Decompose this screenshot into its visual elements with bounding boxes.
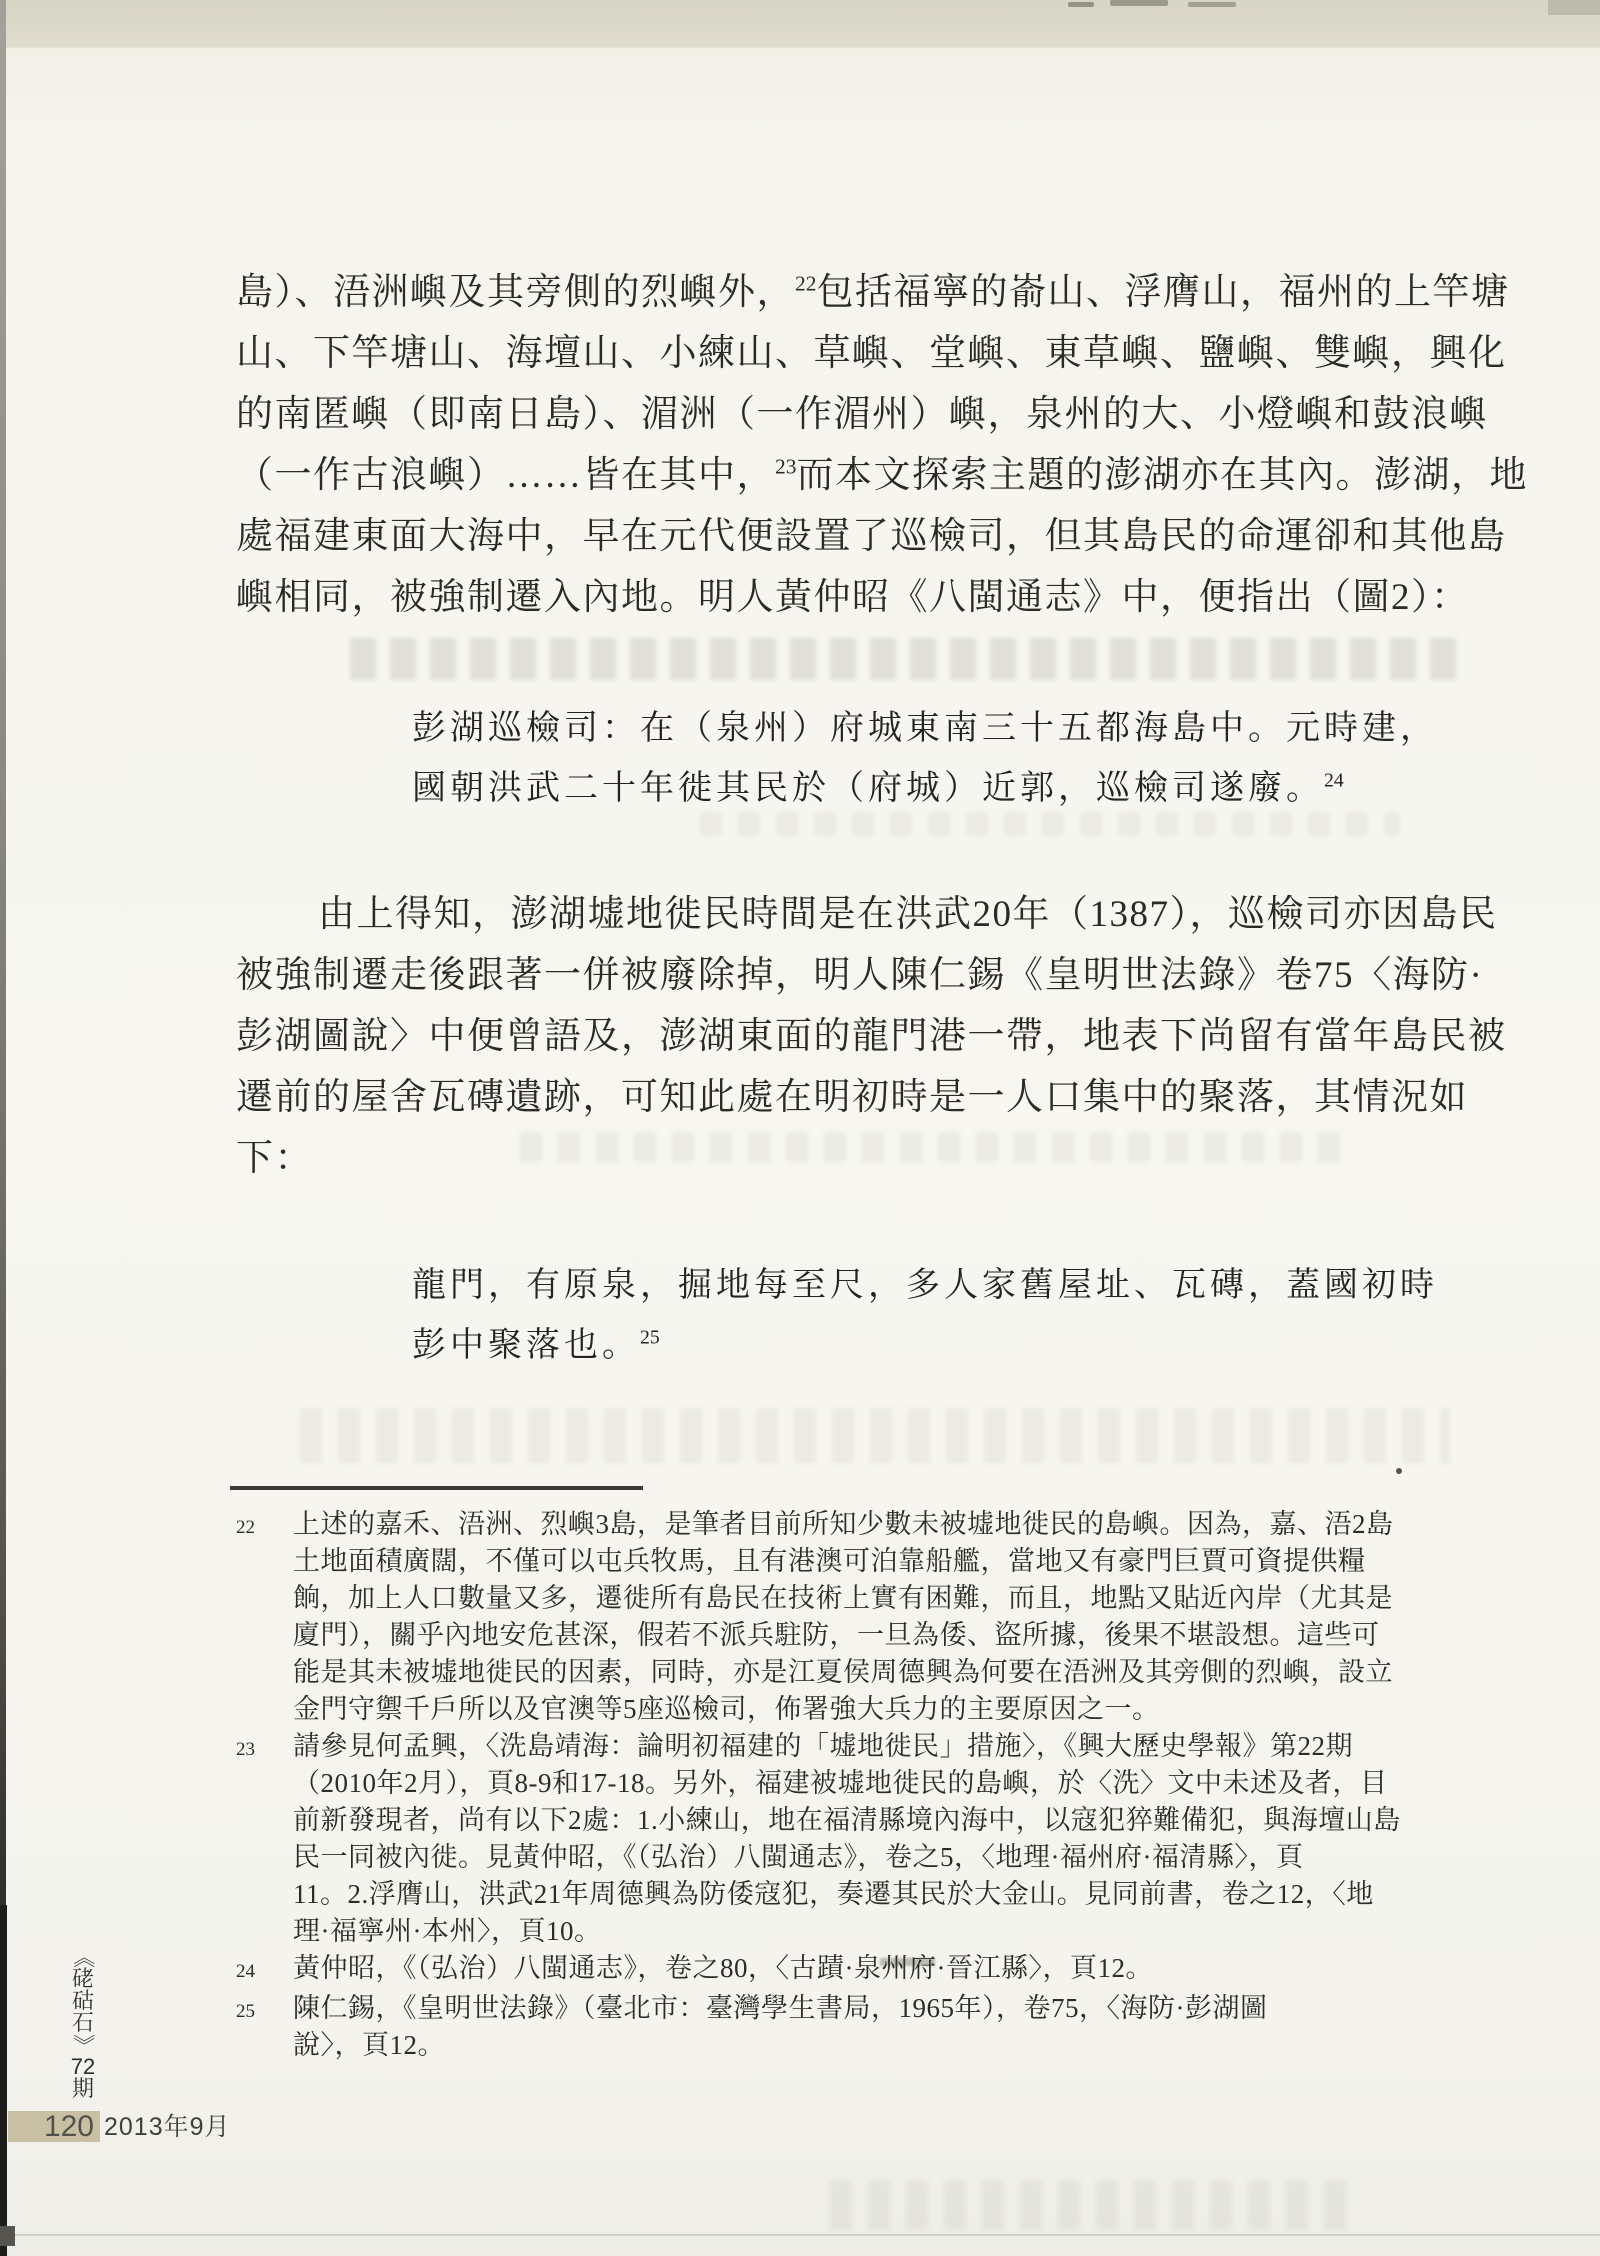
footnote-row-23 <box>236 1728 1401 1950</box>
paragraph-islands-list <box>236 262 1528 628</box>
text-line: 上述的嘉禾、浯洲、烈嶼3島，是筆者目前所知少數未被墟地徙民的島嶼。因為，嘉、浯2島 <box>293 1509 1394 1539</box>
text-line: 11。2.浮膺山，洪武21年周德興為防倭寇犯，奏遷其民於大金山。見同前書，卷之12，〈地 <box>293 1879 1374 1909</box>
journal-title-char: 𥑮 <box>71 1988 94 2013</box>
footnote-ref: 24 <box>1324 769 1344 792</box>
text-line: 理·福寧州·本州〉，頁10。 <box>293 1916 602 1946</box>
text-line: 由上得知，澎湖墟地徙民時間是在洪武20年（1387），巡檢司亦因島民 <box>318 894 1498 935</box>
quote-bamin-tongzhi <box>412 699 1438 819</box>
text-line: 國朝洪武二十年徙其民於（府城）近郭，巡檢司遂廢。$^{24}$ <box>412 769 1344 807</box>
text-line: 前新發現者，尚有以下2處：1.小練山，地在福清縣境內海中，以寇犯猝難備犯，與海壇山島 <box>293 1805 1401 1835</box>
footnote-text <box>293 1950 1153 1987</box>
footnote-row-24 <box>236 1950 1401 1990</box>
text-line: 遷前的屋舍瓦磚遺跡，可知此處在明初時是一人口集中的聚落，其情況如 <box>236 1077 1468 1118</box>
footnote-number: 24 <box>236 1961 255 1982</box>
text-line: 說〉，頁12。 <box>293 2030 445 2060</box>
scan-speck <box>1188 2 1236 7</box>
journal-title-bracket: 》 <box>71 2033 96 2056</box>
footnotes-section <box>236 1506 1401 2064</box>
text-line: 被強制遷走後跟著一併被廢除掉，明人陳仁錫《皇明世法錄》卷75〈海防· <box>236 955 1484 996</box>
text-line: 餉，加上人口數量又多，遷徙所有島民在技術上實有困難，而且，地點又貼近內岸（尤其是 <box>293 1583 1393 1613</box>
text-line: 彭中聚落也。$^{25}$ <box>412 1326 660 1364</box>
footnote-number: 25 <box>236 2001 255 2022</box>
text-line: 的南匿嶼（即南日島）、湄洲（一作湄州）嶼，泉州的大、小燈嶼和鼓浪嶼 <box>236 394 1488 435</box>
text-line: 彭湖巡檢司：在（泉州）府城東南三十五都海島中。元時建， <box>412 710 1438 747</box>
journal-title-char: 72 <box>70 2054 96 2079</box>
footnote-text <box>293 1728 1401 1950</box>
text-line: 嶼相同，被強制遷入內地。明人黃仲昭《八閩通志》中，便指出（圖2）： <box>236 577 1470 618</box>
bleedthrough-ghost <box>830 2180 1350 2230</box>
text-line: 能是其未被墟地徙民的因素，同時，亦是江夏侯周德興為何要在浯洲及其旁側的烈嶼，設立 <box>293 1657 1393 1687</box>
page-number-badge <box>8 2111 100 2142</box>
text-line: 黃仲昭，《（弘治）八閩通志》，卷之80，〈古蹟·泉州府·晉江縣〉，頁12。 <box>293 1953 1153 1983</box>
text-line: 土地面積廣闊，不僅可以屯兵牧馬，且有港澳可泊靠船艦，當地又有豪門巨賈可資提供糧 <box>293 1546 1366 1576</box>
scan-corner-smudge <box>1548 0 1600 15</box>
paragraph-analysis <box>236 884 1507 1189</box>
scan-speck <box>1068 2 1094 7</box>
text-line: 下： <box>236 1138 313 1179</box>
scan-top-band <box>0 0 1600 48</box>
bleedthrough-ghost <box>300 1408 1450 1463</box>
text-line: 山、下竿塘山、海壇山、小練山、草嶼、堂嶼、東草嶼、鹽嶼、雙嶼，興化 <box>236 333 1507 374</box>
text-line: 陳仁錫，《皇明世法錄》（臺北市：臺灣學生書局，1965年），卷75，〈海防·彭湖圖 <box>293 1993 1268 2023</box>
scan-speck <box>1110 0 1168 6</box>
journal-title-char: 石 <box>71 2010 94 2035</box>
journal-title-char: 期 <box>71 2076 94 2101</box>
journal-title-vertical <box>66 1946 100 2100</box>
text-line: （2010年2月），頁8-9和17-18。另外，福建被墟地徙民的島嶼，於〈洗〉文中未述及者，目 <box>293 1768 1388 1798</box>
footnote-ref: 23 <box>775 454 797 479</box>
bleedthrough-ghost <box>350 638 1460 680</box>
scan-spine-shadow-bottom <box>0 1905 7 2256</box>
text-line: 廈門），關乎內地安危甚深，假若不派兵駐防，一旦為倭、盜所據，後果不堪設想。這些可 <box>293 1620 1380 1650</box>
text-line: 請參見何孟興，〈洗島靖海：論明初福建的「墟地徙民」措施〉，《興大歷史學報》第22期 <box>293 1731 1353 1761</box>
footnote-text <box>293 1506 1394 1728</box>
scan-bottom-hairline <box>0 2234 1600 2236</box>
quote-longmen <box>412 1256 1438 1376</box>
journal-title-char: 硓 <box>71 1966 94 1991</box>
footnote-text <box>293 1990 1268 2064</box>
footnote-separator <box>230 1486 643 1490</box>
footnote-number: 22 <box>236 1517 255 1538</box>
footnote-ref: 22 <box>795 271 817 296</box>
footnote-row-25 <box>236 1990 1401 2064</box>
text-line: 金門守禦千戶所以及官澳等5座巡檢司，佈署強大兵力的主要原因之一。 <box>293 1694 1160 1724</box>
text-line: 民一同被內徙。見黃仲昭，《（弘治）八閩通志》，卷之5，〈地理·福州府·福清縣〉，頁 <box>293 1842 1304 1872</box>
footnote-row-22 <box>236 1506 1401 1728</box>
text-line: 處福建東面大海中，早在元代便設置了巡檢司，但其島民的命運卻和其他島 <box>236 516 1507 557</box>
scan-bottom-nub <box>0 2226 15 2246</box>
text-line: （一作古浪嶼）……皆在其中，$^{23}$而本文探索主題的澎湖亦在其內。澎湖，地 <box>236 454 1528 496</box>
issue-date: 2013年9月 <box>104 2113 231 2141</box>
scan-dot <box>1396 1468 1402 1474</box>
journal-title-bracket: 《 <box>71 1945 96 1968</box>
text-line: 島）、浯洲嶼及其旁側的烈嶼外，$^{22}$包括福寧的嵛山、浮膺山，福州的上竿塘 <box>236 271 1510 313</box>
footnote-number: 23 <box>236 1739 255 1760</box>
text-line: 龍門，有原泉，掘地每至尺，多人家舊屋址、瓦磚，蓋國初時 <box>412 1267 1438 1304</box>
footnote-ref: 25 <box>640 1326 660 1349</box>
text-line: 彭湖圖說〉中便曾語及，澎湖東面的龍門港一帶，地表下尚留有當年島民被 <box>236 1016 1507 1057</box>
page-number: 120 <box>43 2110 94 2143</box>
